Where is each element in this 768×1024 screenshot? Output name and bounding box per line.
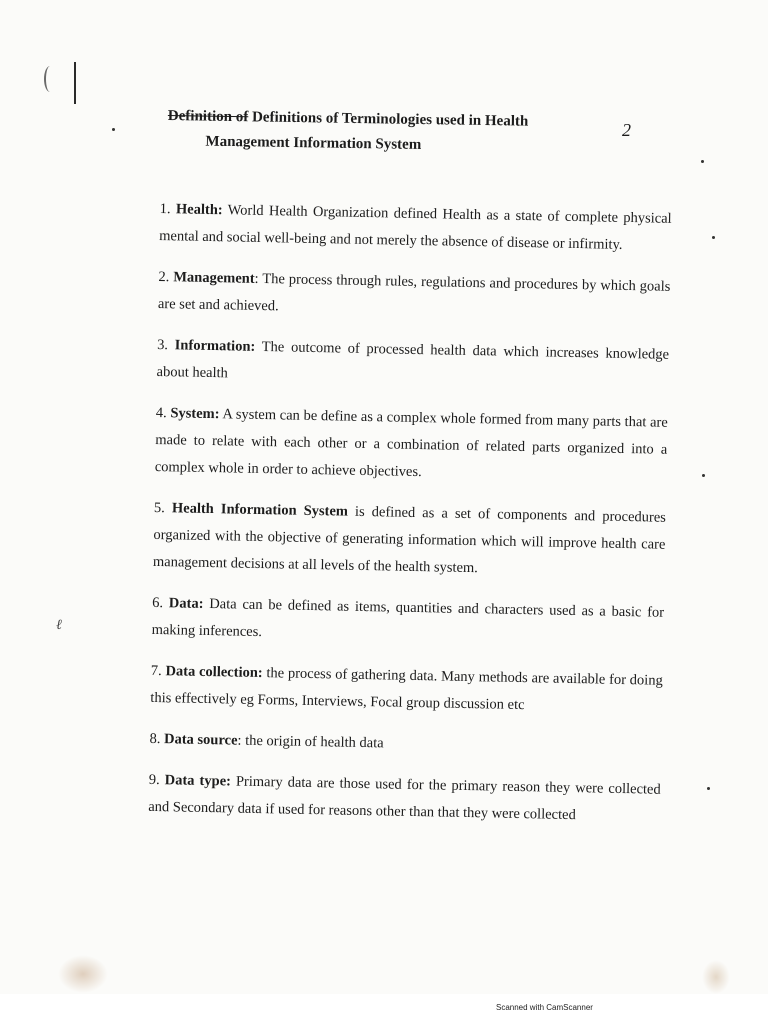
definition-item [151,590,664,654]
margin-pen-stroke [74,62,76,104]
definition-term: Data: [168,595,204,612]
definition-text: : the origin of health data [237,732,384,752]
title-line-2: Management Information System [205,133,422,153]
definition-text: A system can be define as a complex whole formed from many parts that are made to relate with each other or a combination of related parts organized into a complex whole in order to achieve objectives. [154,406,668,481]
definition-item [155,400,668,491]
margin-scribble-mark: ℓ [56,618,62,633]
scanner-watermark: Scanned with CamScanner [496,1003,593,1012]
margin-pen-curve [44,66,56,92]
definition-term: Health: [175,201,223,219]
definition-number: 4. [155,404,167,422]
scan-speck [702,474,705,477]
scan-speck [701,160,704,163]
definition-number: 6. [152,594,164,612]
definition-item [149,726,661,763]
title-struck-text: Definition of [167,108,249,126]
definition-item [153,495,666,586]
definition-item [148,767,661,831]
page-number: 2 [622,120,631,140]
scan-speck [712,236,715,239]
definition-text: : The process through rules, regulations and procedures by which goals are set and achieved. [157,270,671,315]
paper-stain [58,955,108,993]
definition-number: 9. [148,771,160,789]
paper-stain [702,960,730,994]
definition-text: World Health Organization defined Health as a state of complete physical mental and social well-being and not merely the absence of disease or infirmity. [159,202,672,253]
definitions-list [148,196,672,831]
definition-term: Management [173,269,255,287]
definition-term: Information: [174,337,256,355]
definition-number: 8. [149,730,161,748]
definition-item [156,332,669,396]
definition-text: The outcome of processed health data which increases knowledge about health [156,338,670,382]
definition-item [158,264,671,328]
definition-text: Primary data are those used for the primary reason they were collected and Secondary data if used for reasons other than that they were collected [148,773,661,824]
definition-number: 7. [150,662,162,680]
definition-item [150,658,663,722]
definition-term: Data collection: [165,663,263,682]
definition-term: System: [170,405,220,423]
definition-number: 5. [153,499,166,517]
document-title [167,108,648,158]
scan-bottom-margin [0,994,768,1024]
definition-text: is defined as a set of components and procedures organized with the objective of generating information which will improve health care management decisions at all levels of the health system. [152,503,667,577]
definition-number: 1. [159,200,171,218]
definition-term: Health Information System [171,500,349,520]
definition-number: 2. [158,268,170,286]
definition-number: 3. [156,336,169,354]
definition-term: Data source [163,731,238,749]
definition-term: Data type: [164,772,232,790]
definition-text: Data can be defined as items, quantities and characters used as a basic for making inferences. [151,595,665,641]
title-line-1-text: Definitions of Terminologies used in Health [248,109,529,130]
definition-text: the process of gathering data. Many methods are available for doing this effectively eg Forms, Interviews, Focal group discussion etc [150,665,663,714]
title-line-1 [168,108,648,133]
definition-item [159,196,672,260]
scan-speck [112,128,115,131]
scan-speck [707,787,710,790]
